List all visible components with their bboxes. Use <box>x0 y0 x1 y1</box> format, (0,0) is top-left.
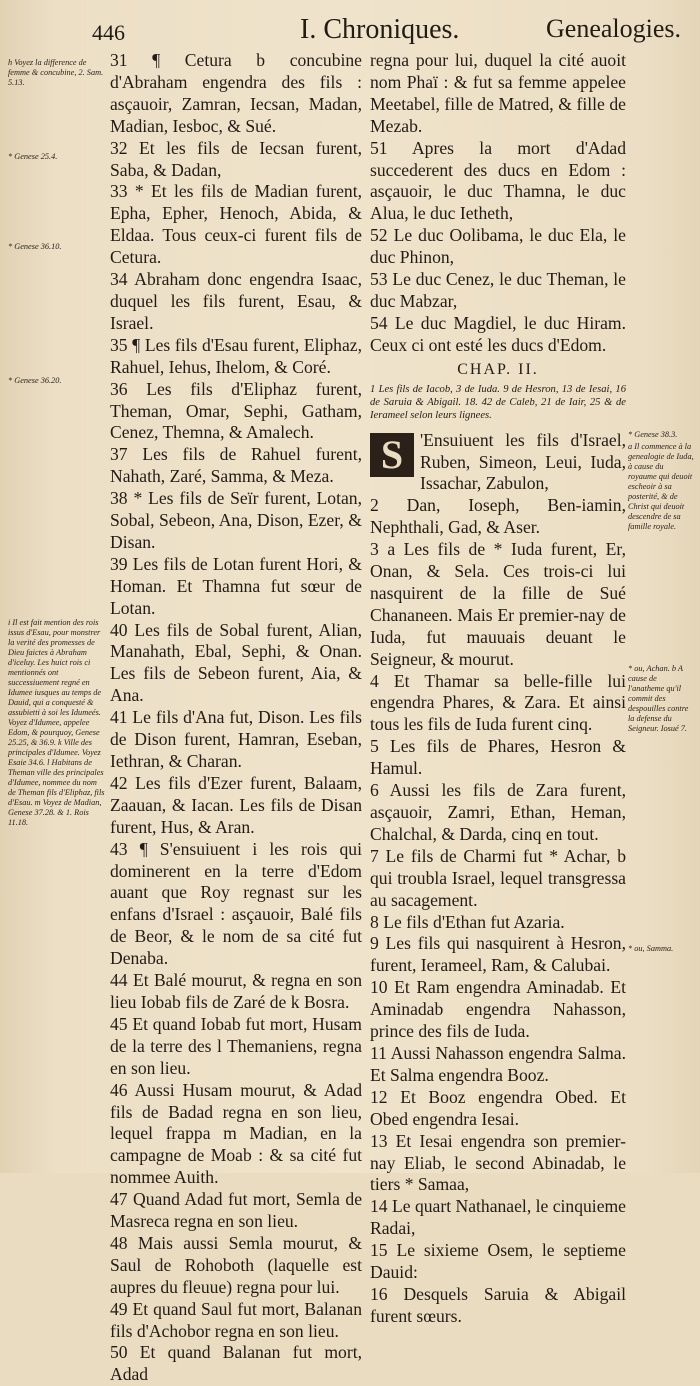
verse: 7 Le fils de Charmi fut * Achar, b qui troubla Israel, lequel transgressa au sacagement. <box>370 845 626 910</box>
left-column <box>110 50 362 1386</box>
verse: 15 Le sixieme Osem, le septieme Dauid: <box>370 1240 626 1283</box>
verse: 40 Les fils de Sobal furent, Alian, Manahath, Ebal, Sephi, & Onan. Les fils de Sebeon furent, Aia, & Ana. <box>110 619 362 706</box>
verse: 6 Aussi les fils de Zara furent, asçauoir, Zamri, Ethan, Heman, Chalchal, & Darda, cinq en tout. <box>370 780 626 844</box>
verse: 47 Quand Adad fut mort, Semla de Masreca regna en son lieu. <box>110 1189 362 1232</box>
verse: 3 a Les fils de * Iuda furent, Er, Onan, & Sela. Ces trois-ci lui nasquirent de la fille de Sué Chananeen. Mais Er premier-nay de Iuda, fut mauuais deuant le Seigneur, & mourut. <box>370 539 626 669</box>
verse: 10 Et Ram engendra Aminadab. Et Aminadab engendra Nahasson, prince des fils de Iuda. <box>370 977 626 1042</box>
verse: 52 Le duc Oolibama, le duc Ela, le duc Phinon, <box>370 225 626 268</box>
verse: 42 Les fils d'Ezer furent, Balaam, Zaauan, & Iacan. Les fils de Disan furent, Hus, & Aran. <box>110 772 362 837</box>
verse: 36 Les fils d'Eliphaz furent, Theman, Omar, Sephi, Gatham, Cenez, Themna, & Amalech. <box>110 378 362 443</box>
margin-note: * Genese 38.3. <box>628 430 678 439</box>
verse: 49 Et quand Saul fut mort, Balanan fils d'Achobor regna en son lieu. <box>110 1298 362 1341</box>
verse: 33 * Et les fils de Madian furent, Epha, Epher, Henoch, Abida, & Eldaa. Tous ceux-ci furent fils de Cetura. <box>110 181 362 268</box>
chapter-opening <box>370 430 626 496</box>
verse: 45 Et quand Iobab fut mort, Husam de la terre des l Themaniens, regna en son lieu. <box>110 1013 362 1078</box>
verse: 50 Et quand Balanan fut mort, Adad <box>110 1342 362 1385</box>
book-title: I. Chroniques. <box>300 14 460 45</box>
right-column <box>370 50 626 1328</box>
chapter-summary: 1 Les fils de Iacob, 3 de Iuda. 9 de Hesron, 13 de Iesai, 16 de Saruia & Abigail. 18. 42 de Caleb, 21 de Iair, 25 & de Ierameel selon leurs lignees. <box>370 383 626 421</box>
margin-note: i Il est fait mention des rois issus d'Esau, pour monstrer la verité des promesses de Dieu faictes à Abraham d'iceluy. Les huict rois ci mentionnés ont successiuement regné en Idumee iusques au temps de Dauid, qui a conquesté & assubietti à soi les Idumeés. Voyez d'Idumee, appelee Edom, & pourquoy, Genese 25.25, & 36.9. k Ville des principales d'Idumee. Voyez Esaie 34.6. l Habitans de Theman ville des principales d'Idumee, nommee du nom de Theman fils d'Eliphaz, fils d'Esau. m Voyez de Madian, Genese 37.28. & 1. Rois 11.18. <box>8 618 105 827</box>
verse: 32 Et les fils de Iecsan furent, Saba, & Dadan, <box>110 137 362 180</box>
margin-note: * Genese 36.10. <box>8 242 62 251</box>
verse: 16 Desquels Saruia & Abigail furent sœurs. <box>370 1283 626 1326</box>
verse: 38 * Les fils de Seïr furent, Lotan, Sobal, Sebeon, Ana, Dison, Ezer, & Disan. <box>110 488 362 552</box>
verse: 41 Le fils d'Ana fut, Dison. Les fils de Dison furent, Hamran, Eseban, Iethran, & Charan. <box>110 707 362 771</box>
verse: 8 Le fils d'Ethan fut Azaria. <box>370 911 565 932</box>
margin-note: a Il commence à la genealogie de Iuda, à cause du royaume qui deuoit escheoir à sa posterité, & de Christ qui deuoit descendre de sa famille royale. <box>628 442 694 531</box>
verse: 'Ensuiuent les fils d'Israel, Ruben, Simeon, Leui, Iuda, Issachar, Zabulon, <box>420 429 626 494</box>
verse: 34 Abraham donc engendra Isaac, duquel les fils furent, Esau, & Israel. <box>110 269 362 333</box>
verse: 51 Apres la mort d'Adad succederent des ducs en Edom : asçauoir, le duc Thamna, le duc Alua, le duc Ietheth, <box>370 137 626 224</box>
chapter-heading: CHAP. II. <box>457 360 539 378</box>
running-header <box>0 14 700 48</box>
margin-note: * ou, Samma. <box>628 944 674 953</box>
verse: 12 Et Booz engendra Obed. Et Obed engendra Iesai. <box>370 1086 626 1129</box>
verse: 2 Dan, Ioseph, Ben-iamin, Nephthali, Gad, & Aser. <box>370 495 626 538</box>
verse: 13 Et Iesai engendra son premier-nay Eliab, le second Abinadab, le tiers * Samaa, <box>370 1130 626 1195</box>
drop-cap: S <box>370 433 414 477</box>
section-subject: Genealogies. <box>546 14 682 43</box>
verse: 48 Mais aussi Semla mourut, & Saul de Rohoboth (laquelle est aupres du fleuue) regna pour lui. <box>110 1232 362 1297</box>
verse: regna pour lui, duquel la cité auoit nom Phaï : & fut sa femme appelee Meetabel, fille de Matred, & fille de Mezab. <box>370 50 626 136</box>
verse: 9 Les fils qui nasquirent à Hesron, furent, Ierameel, Ram, & Calubai. <box>370 933 626 976</box>
verse: 4 Et Thamar sa belle-fille lui engendra Phares, & Zara. Et ainsi tous les fils de Iuda furent cinq. <box>370 670 626 735</box>
verse: 53 Le duc Cenez, le duc Theman, le duc Mabzar, <box>370 269 626 311</box>
verse: 11 Aussi Nahasson engendra Salma. Et Salma engendra Booz. <box>370 1042 626 1085</box>
page-number: 446 <box>92 20 125 45</box>
verse: 54 Le duc Magdiel, le duc Hiram. Ceux ci ont esté les ducs d'Edom. <box>370 312 626 355</box>
verse: 5 Les fils de Phares, Hesron & Hamul. <box>370 736 626 779</box>
verse: 35 ¶ Les fils d'Esau furent, Eliphaz, Rahuel, Iehus, Ihelom, & Coré. <box>110 334 362 377</box>
verse: 46 Aussi Husam mourut, & Adad fils de Badad regna en son lieu, lequel frappa m Madian, en la campagne de Moab : & sa cité fut nommee Auith. <box>110 1079 362 1188</box>
verse: 44 Et Balé mourut, & regna en son lieu Iobab fils de Zaré de k Bosra. <box>110 970 362 1012</box>
margin-note: * ou, Achan. b A cause de l'anatheme qu'il commit des despouilles contre la defense du Seigneur. Iosué 7. <box>628 664 689 733</box>
margin-note: * Genese 36.20. <box>8 376 62 385</box>
margin-note: * Genese 25.4. <box>8 152 58 161</box>
verse: 43 ¶ S'ensuiuent i les rois qui dominerent en la terre d'Edom auant que Roy regnast sur les enfans d'Israel : asçauoir, Balé fils de Beor, & le nom de sa cité fut Denaba. <box>110 838 362 969</box>
verse: 37 Les fils de Rahuel furent, Nahath, Zaré, Samma, & Meza. <box>110 444 362 487</box>
verse: 14 Le quart Nathanael, le cinquieme Radai, <box>370 1196 626 1239</box>
verse: 39 Les fils de Lotan furent Hori, & Homan. Et Thamna fut sœur de Lotan. <box>110 553 362 618</box>
verse: 31 ¶ Cetura b concubine d'Abraham engendra des fils : asçauoir, Zamran, Iecsan, Madan, Madian, Iesboc, & Sué. <box>110 50 362 136</box>
margin-note: h Voyez la difference de femme & concubine, 2. Sam. 5.13. <box>8 58 104 87</box>
